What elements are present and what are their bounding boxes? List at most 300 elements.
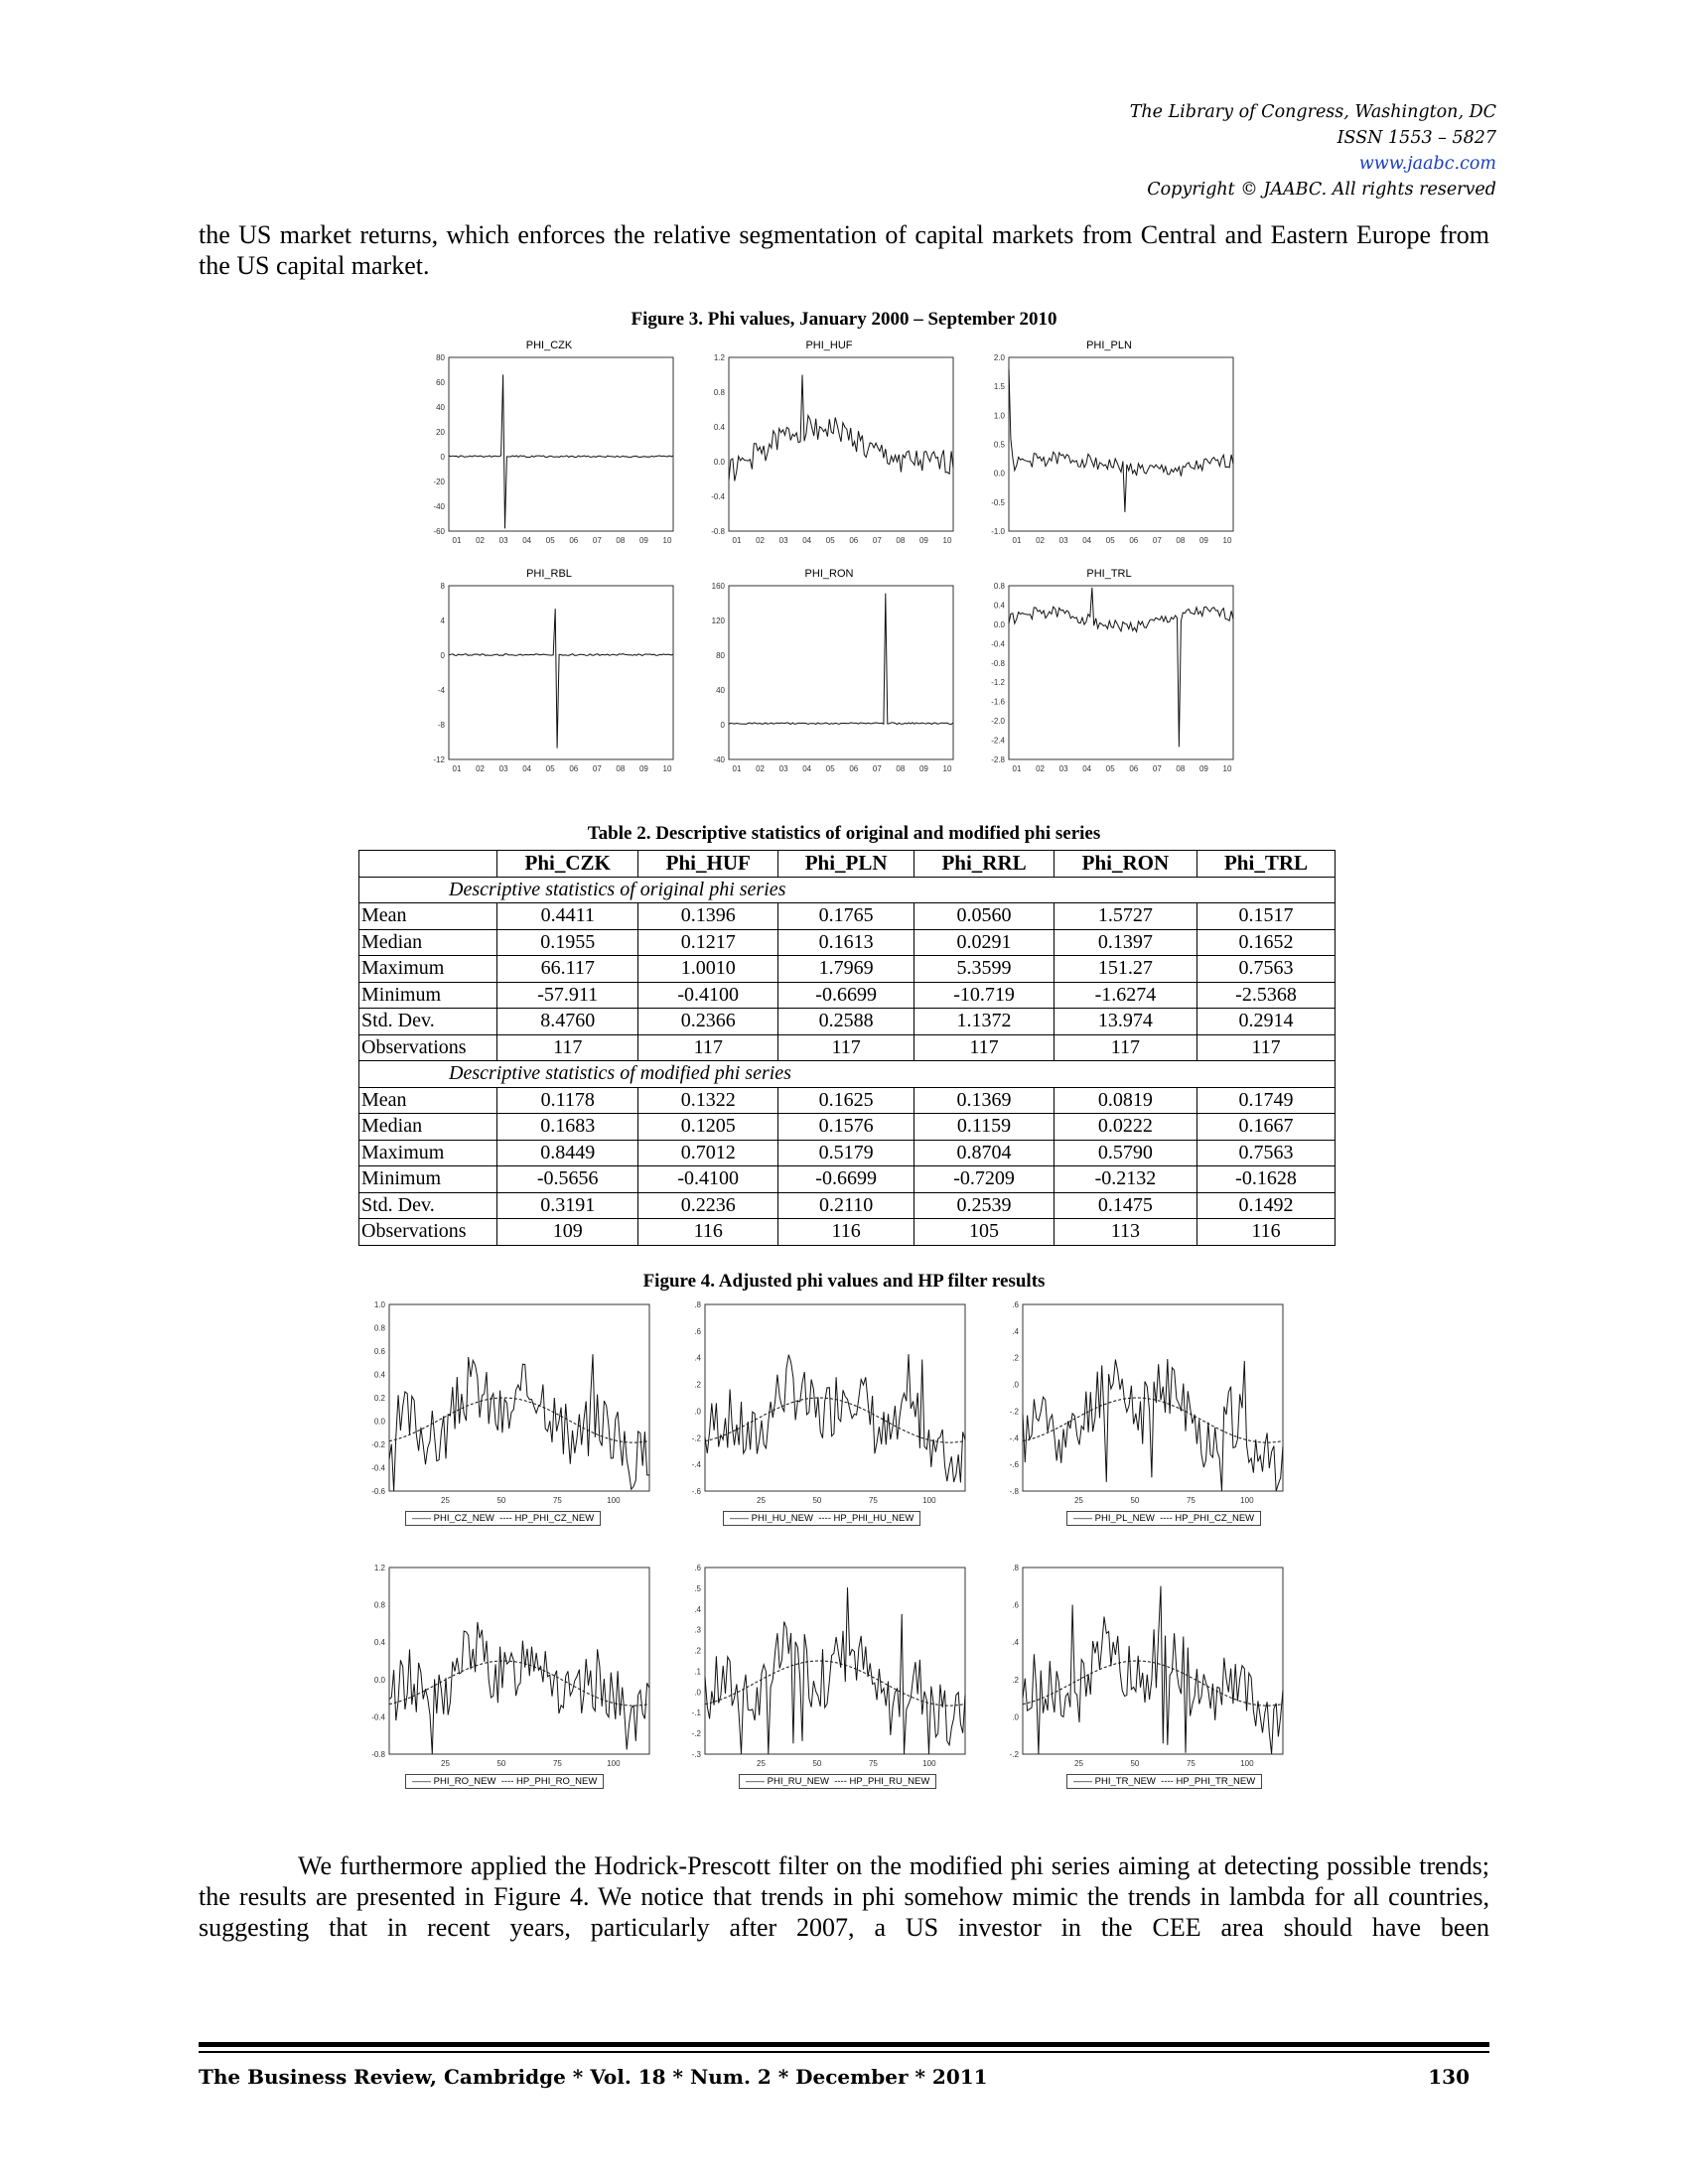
y-tick-label: .0 <box>694 1407 701 1417</box>
table-row <box>359 903 1336 930</box>
x-tick-label: 02 <box>476 536 486 545</box>
y-tick-label: .8 <box>1012 1564 1019 1572</box>
x-tick-label: 05 <box>545 764 555 773</box>
fig3-chart-ron <box>695 568 963 781</box>
y-tick-label: 2.0 <box>993 353 1005 362</box>
x-tick-label: 75 <box>868 1496 878 1505</box>
table-cell: -0.7209 <box>914 1166 1055 1193</box>
hp-trend-line <box>389 1398 649 1442</box>
table-cell: -0.4100 <box>638 982 778 1009</box>
y-tick-label: -0.6 <box>371 1487 385 1496</box>
row-label: Median <box>359 929 497 956</box>
table-row <box>359 1087 1336 1114</box>
y-tick-label: 80 <box>436 353 445 362</box>
series-line <box>705 1587 965 1754</box>
y-tick-label: 0.0 <box>993 619 1005 629</box>
fig4-legend: —— PHI_HU_NEW ---- HP_PHI_HU_NEW <box>723 1511 920 1526</box>
table-cell: 0.4411 <box>497 903 638 930</box>
y-tick-label: 0.8 <box>373 1323 385 1333</box>
row-label: Observations <box>359 1219 497 1246</box>
x-tick-label: 75 <box>552 1496 562 1505</box>
column-header: Phi_PLN <box>778 851 914 878</box>
table-cell: 0.2914 <box>1197 1009 1336 1035</box>
fig4-panel-ru <box>675 1564 973 1802</box>
table-cell: 0.1625 <box>778 1087 914 1114</box>
row-label: Std. Dev. <box>359 1192 497 1219</box>
y-tick-label: 1.2 <box>373 1564 385 1572</box>
row-label: Maximum <box>359 1140 497 1166</box>
plot-frame <box>389 1304 649 1491</box>
y-tick-label: 60 <box>436 378 445 387</box>
y-tick-label: -.2 <box>1009 1750 1019 1759</box>
table-cell: 1.0010 <box>638 956 778 983</box>
y-tick-label: 20 <box>436 428 445 437</box>
series-line <box>1023 1586 1283 1754</box>
y-tick-label: .0 <box>1012 1712 1019 1722</box>
table-cell: 113 <box>1054 1219 1196 1246</box>
y-tick-label: -12 <box>433 755 445 764</box>
fig4-chart-tr <box>993 1564 1291 1772</box>
x-tick-label: 04 <box>802 536 812 545</box>
y-tick-label: -0.8 <box>711 527 725 536</box>
x-tick-label: 75 <box>552 1759 562 1768</box>
y-tick-label: 1.0 <box>993 411 1005 421</box>
row-label: Mean <box>359 903 497 930</box>
plot-frame <box>705 1568 965 1754</box>
legend-series-a: PHI_TR_NEW <box>1094 1776 1156 1787</box>
table-cell: 1.1372 <box>914 1009 1055 1035</box>
row-label: Observations <box>359 1034 497 1061</box>
intro-paragraph: the US market returns, which enforces the relative segmentation of capital markets from Central and Eastern Europe from the US capital market. <box>199 220 1489 280</box>
fig4-panel-ro <box>359 1564 657 1802</box>
x-tick-label: 25 <box>1074 1496 1083 1505</box>
table-cell: 117 <box>638 1034 778 1061</box>
x-tick-label: 10 <box>1222 536 1232 545</box>
footer-rule-thin <box>199 2051 1489 2053</box>
y-tick-label: .3 <box>694 1625 701 1635</box>
y-tick-label: .4 <box>694 1604 701 1614</box>
x-tick-label: 50 <box>812 1759 822 1768</box>
fig3-panel-pln <box>975 340 1243 553</box>
fig3-panel-title: PHI_CZK <box>525 340 573 351</box>
legend-series-a: PHI_HU_NEW <box>751 1513 813 1524</box>
x-tick-label: 02 <box>756 764 766 773</box>
table-cell: 151.27 <box>1054 956 1196 983</box>
y-tick-label: .2 <box>694 1646 701 1656</box>
column-header: Phi_TRL <box>1197 851 1336 878</box>
fig4-chart-pl <box>993 1300 1291 1509</box>
fig4-legend: —— PHI_PL_NEW ---- HP_PHI_CZ_NEW <box>1066 1511 1261 1526</box>
table-cell: 0.1369 <box>914 1087 1055 1114</box>
series-line <box>389 1354 649 1491</box>
x-tick-label: 06 <box>1129 764 1139 773</box>
series-line <box>729 375 953 481</box>
plot-frame <box>449 357 673 531</box>
y-tick-label: .2 <box>1012 1675 1019 1685</box>
table-cell: 0.1517 <box>1197 903 1336 930</box>
fig4-legend: —— PHI_RO_NEW ---- HP_PHI_RO_NEW <box>405 1774 604 1789</box>
table-cell: 0.1205 <box>638 1114 778 1141</box>
table-cell: 0.2110 <box>778 1192 914 1219</box>
table-cell: 116 <box>1197 1219 1336 1246</box>
y-tick-label: -.4 <box>1009 1433 1019 1443</box>
row-label: Minimum <box>359 1166 497 1193</box>
table-cell: 1.5727 <box>1054 903 1196 930</box>
table-cell: 0.1397 <box>1054 929 1196 956</box>
y-tick-label: 0.4 <box>373 1638 385 1648</box>
y-tick-label: -0.8 <box>371 1750 385 1759</box>
y-tick-label: 0.8 <box>993 582 1005 591</box>
table-cell: 0.2588 <box>778 1009 914 1035</box>
legend-series-a: PHI_CZ_NEW <box>433 1513 494 1524</box>
table-cell: 117 <box>1054 1034 1196 1061</box>
table-cell: 0.7563 <box>1197 956 1336 983</box>
section-label: Descriptive statistics of modified phi series <box>359 1061 1336 1088</box>
header-line-1: The Library of Congress, Washington, DC <box>1129 102 1496 122</box>
y-tick-label: 120 <box>711 616 725 625</box>
legend-series-b: HP_PHI_RO_NEW <box>516 1776 598 1787</box>
x-tick-label: 08 <box>1176 536 1186 545</box>
header-line-2: ISSN 1553 – 5827 <box>1336 128 1496 148</box>
x-tick-label: 100 <box>1240 1496 1254 1505</box>
fig4-legend: —— PHI_CZ_NEW ---- HP_PHI_CZ_NEW <box>405 1511 601 1526</box>
series-line <box>1009 369 1233 512</box>
table-cell: 0.1475 <box>1054 1192 1196 1219</box>
y-tick-label: 0.4 <box>373 1370 385 1380</box>
y-tick-label: 1.2 <box>713 353 725 362</box>
y-tick-label: -0.8 <box>991 658 1005 668</box>
x-tick-label: 07 <box>872 536 882 545</box>
y-tick-label: .4 <box>694 1353 701 1363</box>
table-cell: 0.1955 <box>497 929 638 956</box>
fig3-chart-trl <box>975 568 1243 781</box>
table-cell: -0.6699 <box>778 982 914 1009</box>
y-tick-label: .2 <box>694 1380 701 1390</box>
x-tick-label: 100 <box>607 1759 621 1768</box>
x-tick-label: 03 <box>778 536 788 545</box>
table-row <box>359 1114 1336 1141</box>
table-cell: 13.974 <box>1054 1009 1196 1035</box>
plot-frame <box>729 586 953 759</box>
y-tick-label: 0 <box>440 453 445 462</box>
fig3-panel-ron <box>695 568 963 781</box>
x-tick-label: 04 <box>522 764 532 773</box>
table-row <box>359 1166 1336 1193</box>
table-cell: 117 <box>778 1034 914 1061</box>
x-tick-label: 01 <box>452 536 462 545</box>
x-tick-label: 05 <box>825 536 835 545</box>
table-cell: 0.7012 <box>638 1140 778 1166</box>
figure4-caption: Figure 4. Adjusted phi values and HP filter results <box>642 1271 1046 1292</box>
y-tick-label: 1.5 <box>993 382 1005 392</box>
page-number: 130 <box>1428 2065 1470 2089</box>
table-cell: 105 <box>914 1219 1055 1246</box>
plot-frame <box>1009 357 1233 531</box>
x-tick-label: 05 <box>1105 764 1115 773</box>
y-tick-label: .4 <box>1012 1326 1019 1336</box>
x-tick-label: 04 <box>522 536 532 545</box>
legend-series-b: HP_PHI_RU_NEW <box>849 1776 930 1787</box>
x-tick-label: 100 <box>922 1759 936 1768</box>
original-stats-body <box>359 903 1336 1061</box>
modified-stats-body <box>359 1087 1336 1245</box>
x-tick-label: 25 <box>441 1759 450 1768</box>
y-tick-label: -.4 <box>691 1460 701 1470</box>
table-cell: 1.7969 <box>778 956 914 983</box>
table-row <box>359 929 1336 956</box>
y-tick-label: .1 <box>694 1667 701 1677</box>
fig3-panel-title: PHI_PLN <box>1086 340 1132 351</box>
fig3-panel-title: PHI_RON <box>804 568 854 580</box>
plot-frame <box>729 357 953 531</box>
x-tick-label: 02 <box>1036 536 1046 545</box>
x-tick-label: 09 <box>638 764 648 773</box>
y-tick-label: -0.4 <box>371 1712 385 1722</box>
section-row <box>359 1061 1336 1088</box>
x-tick-label: 03 <box>1058 536 1068 545</box>
column-header: Phi_RRL <box>914 851 1055 878</box>
y-tick-label: 0.4 <box>713 423 725 432</box>
y-tick-label: .6 <box>694 1564 701 1572</box>
x-tick-label: 08 <box>896 764 906 773</box>
y-tick-label: 4 <box>440 616 445 625</box>
y-tick-label: .2 <box>1012 1353 1019 1363</box>
x-tick-label: 25 <box>441 1496 450 1505</box>
x-tick-label: 10 <box>942 764 952 773</box>
y-tick-label: 0.8 <box>713 388 725 397</box>
table-cell: 116 <box>778 1219 914 1246</box>
plot-frame <box>1023 1304 1283 1491</box>
fig3-panel-czk <box>415 340 683 553</box>
table-row <box>359 982 1336 1009</box>
section-label: Descriptive statistics of original phi series <box>359 877 1336 903</box>
table-row <box>359 1140 1336 1166</box>
fig3-panel-trl <box>975 568 1243 781</box>
x-tick-label: 03 <box>1058 764 1068 773</box>
table-row <box>359 956 1336 983</box>
table-cell: -10.719 <box>914 982 1055 1009</box>
table-cell: 0.1683 <box>497 1114 638 1141</box>
x-tick-label: 10 <box>662 536 672 545</box>
fig3-panel-title: PHI_HUF <box>805 340 853 351</box>
x-tick-label: 08 <box>616 764 626 773</box>
x-tick-label: 100 <box>607 1496 621 1505</box>
page-footer <box>199 2065 1489 2095</box>
y-tick-label: -40 <box>713 755 725 764</box>
column-header: Phi_RON <box>1054 851 1196 878</box>
y-tick-label: -1.0 <box>991 527 1005 536</box>
y-tick-label: -1.6 <box>991 697 1005 707</box>
table-cell: 117 <box>497 1034 638 1061</box>
table-cell: 0.1749 <box>1197 1087 1336 1114</box>
table-cell: 0.8449 <box>497 1140 638 1166</box>
fig3-panel-title: PHI_RBL <box>526 568 572 580</box>
x-tick-label: 07 <box>592 764 602 773</box>
x-tick-label: 08 <box>616 536 626 545</box>
x-tick-label: 06 <box>569 764 579 773</box>
x-tick-label: 08 <box>896 536 906 545</box>
table-cell: 0.1322 <box>638 1087 778 1114</box>
table-cell: 0.2539 <box>914 1192 1055 1219</box>
x-tick-label: 03 <box>498 536 508 545</box>
table-cell: -0.6699 <box>778 1166 914 1193</box>
y-tick-label: -1.2 <box>991 678 1005 688</box>
y-tick-label: -2.8 <box>991 755 1005 764</box>
legend-series-b: HP_PHI_CZ_NEW <box>514 1513 595 1524</box>
y-tick-label: .6 <box>1012 1600 1019 1610</box>
y-tick-label: -.1 <box>691 1708 701 1718</box>
x-tick-label: 05 <box>825 764 835 773</box>
legend-series-b: HP_PHI_HU_NEW <box>833 1513 914 1524</box>
x-tick-label: 06 <box>849 536 859 545</box>
fig3-chart-pln <box>975 340 1243 553</box>
y-tick-label: -.8 <box>1009 1487 1019 1496</box>
table-cell: 0.1613 <box>778 929 914 956</box>
legend-series-a: PHI_RU_NEW <box>767 1776 829 1787</box>
table-cell: 0.1652 <box>1197 929 1336 956</box>
table-cell: 0.2236 <box>638 1192 778 1219</box>
y-tick-label: 0.5 <box>993 440 1005 450</box>
legend-series-b: HP_PHI_TR_NEW <box>1176 1776 1256 1787</box>
table-cell: 116 <box>638 1219 778 1246</box>
x-tick-label: 75 <box>868 1759 878 1768</box>
fig4-panel-cz <box>359 1300 657 1539</box>
y-tick-label: -4 <box>437 686 445 695</box>
x-tick-label: 02 <box>1036 764 1046 773</box>
column-header: Phi_HUF <box>638 851 778 878</box>
x-tick-label: 04 <box>802 764 812 773</box>
table-cell: 0.0222 <box>1054 1114 1196 1141</box>
x-tick-label: 50 <box>496 1759 506 1768</box>
table-cell: 0.0560 <box>914 903 1055 930</box>
fig4-panel-pl <box>993 1300 1291 1539</box>
y-tick-label: 160 <box>711 582 725 591</box>
table-cell: 5.3599 <box>914 956 1055 983</box>
table-cell: 0.1576 <box>778 1114 914 1141</box>
y-tick-label: 80 <box>716 651 725 660</box>
x-tick-label: 06 <box>849 764 859 773</box>
x-tick-label: 04 <box>1082 536 1092 545</box>
x-tick-label: 50 <box>496 1496 506 1505</box>
table-corner-cell <box>359 851 497 878</box>
y-tick-label: -40 <box>433 502 445 511</box>
y-tick-label: 0.6 <box>373 1347 385 1356</box>
x-tick-label: 06 <box>1129 536 1139 545</box>
x-tick-label: 10 <box>942 536 952 545</box>
x-tick-label: 09 <box>918 764 928 773</box>
y-tick-label: -0.4 <box>991 639 1005 649</box>
table-cell: -0.1628 <box>1197 1166 1336 1193</box>
y-tick-label: -.2 <box>691 1729 701 1739</box>
y-tick-label: .0 <box>1012 1380 1019 1390</box>
header-website-link[interactable]: www.jaabc.com <box>1358 154 1496 174</box>
x-tick-label: 01 <box>732 536 742 545</box>
x-tick-label: 02 <box>476 764 486 773</box>
footer-journal: The Business Review, Cambridge * Vol. 18 * Num. 2 * December * 2011 <box>199 2065 988 2089</box>
fig3-panel-rbl <box>415 568 683 781</box>
y-tick-label: -.6 <box>1009 1460 1019 1470</box>
x-tick-label: 09 <box>918 536 928 545</box>
table-cell: -0.2132 <box>1054 1166 1196 1193</box>
table-cell: -2.5368 <box>1197 982 1336 1009</box>
fig3-panel-title: PHI_TRL <box>1086 568 1132 580</box>
fig4-chart-cz <box>359 1300 657 1509</box>
plot-frame <box>389 1568 649 1754</box>
fig4-chart-ru <box>675 1564 973 1772</box>
y-tick-label: 40 <box>436 403 445 412</box>
column-header: Phi_CZK <box>497 851 638 878</box>
series-line <box>449 374 673 528</box>
x-tick-label: 09 <box>638 536 648 545</box>
y-tick-label: -.2 <box>1009 1407 1019 1417</box>
row-label: Std. Dev. <box>359 1009 497 1035</box>
table-cell: 0.1159 <box>914 1114 1055 1141</box>
fig3-chart-czk <box>415 340 683 553</box>
x-tick-label: 08 <box>1176 764 1186 773</box>
fig3-panel-huf <box>695 340 963 553</box>
y-tick-label: -0.4 <box>711 492 725 501</box>
table-cell: 8.4760 <box>497 1009 638 1035</box>
y-tick-label: -8 <box>437 721 445 730</box>
y-tick-label: 0.4 <box>993 601 1005 611</box>
x-tick-label: 75 <box>1186 1496 1196 1505</box>
table-cell: 0.1667 <box>1197 1114 1336 1141</box>
table-cell: -0.5656 <box>497 1166 638 1193</box>
fig4-legend: —— PHI_RU_NEW ---- HP_PHI_RU_NEW <box>739 1774 936 1789</box>
fig4-legend: —— PHI_TR_NEW ---- HP_PHI_TR_NEW <box>1066 1774 1262 1789</box>
x-tick-label: 25 <box>757 1496 766 1505</box>
table-cell: 0.2366 <box>638 1009 778 1035</box>
y-tick-label: 0.0 <box>373 1417 385 1427</box>
series-line <box>449 609 673 749</box>
y-tick-label: 1.0 <box>373 1300 385 1309</box>
table-cell: 0.5790 <box>1054 1140 1196 1166</box>
y-tick-label: 0.0 <box>713 458 725 467</box>
x-tick-label: 50 <box>1130 1759 1140 1768</box>
x-tick-label: 07 <box>872 764 882 773</box>
table-row <box>359 1192 1336 1219</box>
table-cell: 0.1492 <box>1197 1192 1336 1219</box>
x-tick-label: 05 <box>1105 536 1115 545</box>
row-label: Mean <box>359 1087 497 1114</box>
series-line <box>705 1354 965 1482</box>
legend-series-b: HP_PHI_CZ_NEW <box>1175 1513 1255 1524</box>
fig3-chart-huf <box>695 340 963 553</box>
descriptive-statistics-table <box>358 850 1336 1246</box>
y-tick-label: .4 <box>1012 1638 1019 1648</box>
series-line <box>729 594 953 725</box>
body-paragraph: We furthermore applied the Hodrick-Prescott filter on the modified phi series aiming at detecting possible trends; the results are presented in Figure 4. We notice that trends in phi somehow mimic the trends in lambda for all countries, suggesting that in recent years, particularly after 2007, a US investor in the CEE area should have been <box>199 1851 1489 1942</box>
plot-frame <box>449 586 673 759</box>
y-tick-label: 40 <box>716 686 725 695</box>
table-cell: -57.911 <box>497 982 638 1009</box>
y-tick-label: -20 <box>433 478 445 486</box>
series-line <box>1009 588 1233 748</box>
running-header <box>1130 99 1496 203</box>
y-tick-label: .8 <box>694 1300 701 1309</box>
table-cell: 66.117 <box>497 956 638 983</box>
y-tick-label: -60 <box>433 527 445 536</box>
x-tick-label: 09 <box>1198 536 1208 545</box>
y-tick-label: -.3 <box>691 1750 701 1759</box>
y-tick-label: .6 <box>1012 1300 1019 1309</box>
x-tick-label: 50 <box>812 1496 822 1505</box>
y-tick-label: -.2 <box>691 1433 701 1443</box>
table-cell: -1.6274 <box>1054 982 1196 1009</box>
row-label: Minimum <box>359 982 497 1009</box>
y-tick-label: -0.4 <box>371 1463 385 1473</box>
table-cell: 117 <box>914 1034 1055 1061</box>
